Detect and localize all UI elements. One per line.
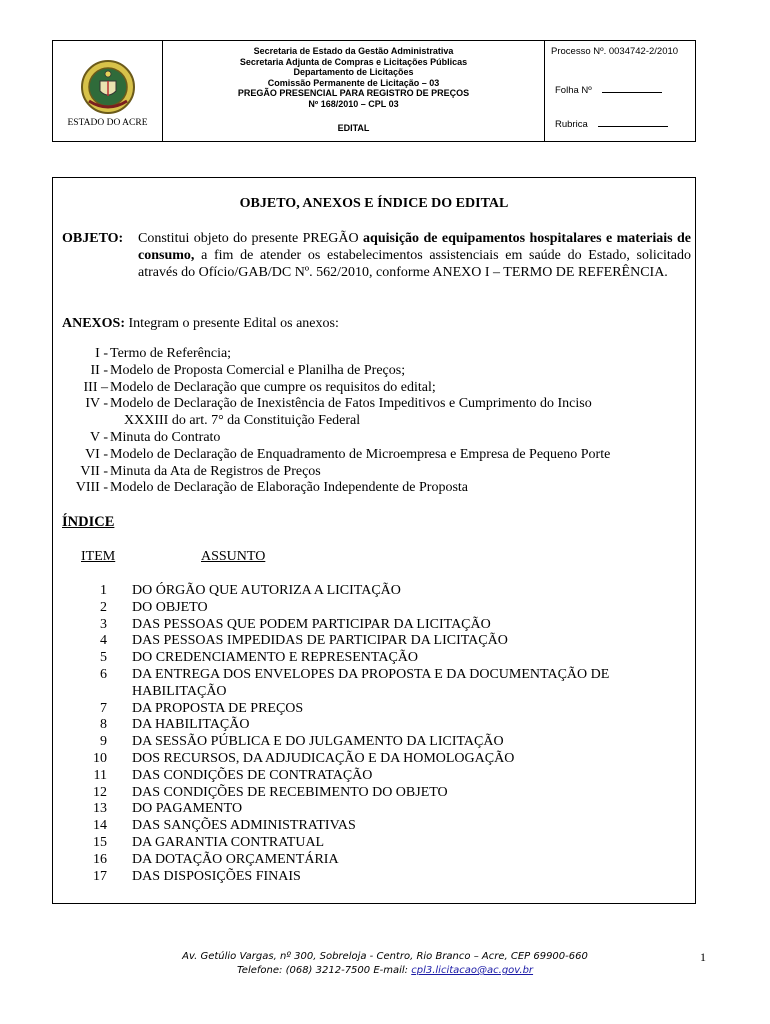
toc-column-assunto: ASSUNTO: [201, 549, 266, 564]
annex-number: VI -: [85, 446, 108, 462]
toc-row: [53, 835, 693, 852]
indice-heading: ÍNDICE: [62, 514, 115, 530]
edital-label: EDITAL: [337, 123, 370, 133]
footer-phone: Telefone: (068) 3212-7500 E-mail:: [236, 965, 412, 976]
header-line: PREGÃO PRESENCIAL PARA REGISTRO DE PREÇOS: [237, 88, 470, 99]
rubrica-field: [555, 119, 668, 130]
toc-item-subject: DA SESSÃO PÚBLICA E DO JULGAMENTO DA LICITAÇÃO: [132, 734, 504, 750]
page-footer: [0, 950, 770, 978]
toc-row: [53, 583, 693, 600]
footer-address: Av. Getúlio Vargas, nº 300, Sobreloja - Centro, Rio Branco – Acre, CEP 69900-660: [182, 951, 588, 962]
toc-column-item: ITEM: [81, 549, 116, 564]
annex-item: [53, 430, 693, 447]
toc-item-subject: DAS CONDIÇÕES DE RECEBIMENTO DO OBJETO: [132, 784, 448, 800]
toc-item-subject: DAS PESSOAS IMPEDIDAS DE PARTICIPAR DA LICITAÇÃO: [132, 633, 508, 649]
toc-item-subject: DA PROPOSTA DE PREÇOS: [132, 700, 304, 716]
page-number: 1: [700, 950, 706, 964]
toc-row: [53, 852, 693, 869]
toc-row: [53, 717, 693, 734]
toc-item-number: 7: [100, 700, 107, 716]
toc-item-subject: DO ÓRGÃO QUE AUTORIZA A LICITAÇÃO: [132, 583, 401, 598]
toc-item-number: 9: [100, 734, 107, 750]
anexos-intro: [62, 316, 339, 332]
toc-item-number: 16: [93, 851, 107, 867]
toc-row: [53, 785, 693, 802]
annex-text: Modelo de Declaração de Inexistência de Fatos Impeditivos e Cumprimento do Inciso: [110, 396, 592, 412]
toc-item-subject: DA ENTREGA DOS ENVELOPES DA PROPOSTA E DA DOCUMENTAÇÃO DE HABILITAÇÃO: [132, 666, 610, 699]
annex-number: IV -: [85, 396, 108, 412]
header-logo-cell: [53, 41, 163, 141]
toc-item-subject: DAS CONDIÇÕES DE CONTRATAÇÃO: [132, 767, 373, 783]
toc-row: [53, 751, 693, 768]
anexos-label: ANEXOS:: [62, 316, 126, 331]
toc-item-subject: DO OBJETO: [132, 599, 208, 615]
toc-row: [53, 818, 693, 835]
annex-text: Modelo de Declaração de Elaboração Independente de Proposta: [110, 480, 469, 496]
toc-item-subject: DA DOTAÇÃO ORÇAMENTÁRIA: [132, 851, 339, 867]
content-box: [52, 177, 696, 904]
document-header: [52, 40, 696, 142]
toc-item-number: 8: [100, 717, 107, 733]
annex-text: Modelo de Declaração de Enquadramento de Microempresa e Empresa de Pequeno Porte: [110, 446, 611, 462]
toc-item-subject: DAS SANÇÕES ADMINISTRATIVAS: [132, 818, 356, 834]
toc-item-number: 12: [93, 784, 107, 800]
objeto-text: [138, 230, 691, 282]
toc-item-number: 10: [93, 750, 107, 766]
objeto-bold-text: aquisição de equipamentos hospitalares e materiais de consumo,: [138, 231, 691, 264]
folha-label: Folha Nº: [555, 85, 592, 96]
annex-list: [53, 346, 693, 497]
header-line: Comissão Permanente de Licitação – 03: [267, 77, 440, 88]
annex-item: [53, 363, 693, 380]
annex-item: [53, 346, 693, 363]
annex-number: VIII -: [75, 480, 108, 496]
toc-item-subject: DA HABILITAÇÃO: [132, 717, 250, 733]
objeto-text-end: a fim de atender os estabelecimentos assistenciais em saúde do Estado, solicitado através do Ofício/GAB/DC Nº. 562/2010, conforme ANEXO I – TERMO DE REFERÊNCIA.: [138, 248, 691, 281]
toc-row: [53, 801, 693, 818]
anexos-text: Integram o presente Edital os anexos:: [125, 316, 339, 331]
header-line: Nº 168/2010 – CPL 03: [308, 98, 399, 109]
toc-row: [53, 869, 693, 886]
header-line: Secretaria de Estado da Gestão Administrativa: [253, 46, 454, 56]
toc-row: [53, 701, 693, 718]
toc-item-number: 5: [100, 650, 107, 666]
annex-text: Minuta do Contrato: [110, 429, 221, 445]
header-line: Secretaria Adjunta de Compras e Licitações Públicas: [239, 56, 468, 67]
toc-item-number: 2: [100, 599, 107, 615]
header-title-block: [163, 41, 544, 141]
toc-row: [53, 633, 693, 650]
toc-row: [53, 667, 693, 701]
toc-item-number: 15: [93, 834, 107, 850]
annex-item: [53, 380, 693, 397]
objeto-label: OBJETO:: [62, 231, 124, 246]
folha-field: [555, 85, 662, 96]
annex-text: Minuta da Ata de Registros de Preços: [110, 463, 321, 479]
toc-item-subject: DO CREDENCIAMENTO E REPRESENTAÇÃO: [132, 650, 419, 666]
toc-row: [53, 734, 693, 751]
annex-text: Modelo de Declaração que cumpre os requisitos do edital;: [110, 379, 436, 395]
toc-row: [53, 768, 693, 785]
page-title: OBJETO, ANEXOS E ÍNDICE DO EDITAL: [239, 196, 509, 211]
toc-row: [53, 650, 693, 667]
folha-blank-line: [602, 92, 662, 93]
toc-item-subject: DOS RECURSOS, DA ADJUDICAÇÃO E DA HOMOLOGAÇÃO: [132, 750, 515, 766]
footer-email-link[interactable]: cpl3.licitacao@ac.gov.br: [411, 965, 534, 976]
toc-item-subject: DAS DISPOSIÇÕES FINAIS: [132, 868, 301, 884]
toc-item-subject: DA GARANTIA CONTRATUAL: [132, 834, 325, 850]
toc-item-number: 3: [100, 616, 107, 632]
annex-text: Termo de Referência;: [110, 346, 232, 361]
toc-item-number: 4: [100, 633, 107, 649]
toc-item-number: 14: [93, 818, 107, 834]
annex-item: [53, 480, 693, 497]
annex-item: [53, 464, 693, 481]
toc-item-number: 6: [100, 666, 107, 682]
toc-list: [53, 583, 693, 885]
state-label: ESTADO DO ACRE: [67, 118, 148, 128]
rubrica-blank-line: [598, 126, 668, 127]
header-process-cell: [544, 41, 696, 141]
header-line: Departamento de Licitações: [293, 67, 414, 78]
annex-number: VII -: [80, 463, 108, 479]
toc-item-number: 11: [93, 767, 107, 783]
toc-item-number: 13: [93, 801, 107, 817]
footer-contact: [0, 964, 770, 978]
annex-text-continuation: XXXIII do art. 7° da Constituição Federal: [124, 413, 361, 429]
toc-row: [53, 617, 693, 634]
annex-number: I -: [95, 346, 108, 361]
state-coat-of-arms-icon: [80, 59, 136, 115]
annex-number: II -: [90, 362, 108, 378]
process-number: Processo Nº. 0034742-2/2010: [551, 46, 679, 57]
annex-text: Modelo de Proposta Comercial e Planilha de Preços;: [110, 362, 406, 378]
annex-item: [53, 447, 693, 464]
annex-item: [53, 396, 693, 430]
toc-item-number: 1: [100, 583, 107, 598]
toc-item-subject: DAS PESSOAS QUE PODEM PARTICIPAR DA LICITAÇÃO: [132, 616, 491, 632]
annex-number: V -: [89, 429, 108, 445]
rubrica-label: Rubrica: [555, 119, 588, 130]
objeto-text-start: Constitui objeto do presente PREGÃO: [138, 231, 364, 246]
toc-item-number: 17: [93, 868, 107, 884]
toc-row: [53, 600, 693, 617]
objeto-paragraph: [62, 230, 691, 282]
toc-item-subject: DO PAGAMENTO: [132, 801, 243, 817]
annex-number: III –: [83, 379, 108, 395]
